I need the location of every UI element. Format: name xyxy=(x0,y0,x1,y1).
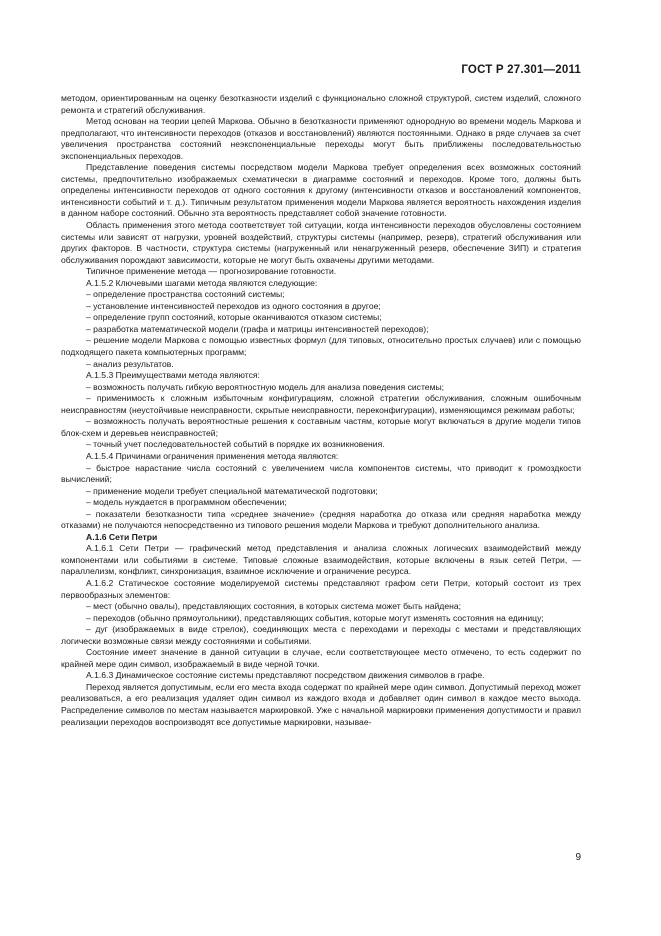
list-item: – переходов (обычно прямоугольники), представляющих события, которые могут изменять состояния на единицу; xyxy=(86,612,544,623)
list-item: – анализ результатов. xyxy=(86,358,174,369)
list-item: – разработка математической модели (графа и матрицы интенсивностей переходов); xyxy=(86,323,429,334)
section-heading: А.1.6 Сети Петри xyxy=(86,531,158,542)
list-item: – показатели безотказности типа «среднее значение» (средняя наработка до отказа или средняя наработка между отказами) не получаются непосредственно из типового решения модели Маркова и требуют дополнительного анализа. xyxy=(61,508,581,531)
document-header: ГОСТ Р 27.301—2011 xyxy=(461,64,581,76)
paragraph: Область применения этого метода соответствует той ситуации, когда интенсивности переходов обусловлены состоянием системы или зависят от нагрузки, уровней воздействий, структуры системы (например, резерв), стратегий обслуживания или других факторов. В частности, структура системы (нагруженный или ненагруженный резерв, обеспечение ЗИП) и стратегия обслуживания порождают зависимости, которые не могут быть охвачены другими методами. xyxy=(61,220,581,265)
clause-a154: А.1.5.4 Причинами ограничения применения метода являются: xyxy=(86,450,339,461)
list-item: – решение модели Маркова с помощью известных формул (для типовых, относительно простых случаев) или с помощью подходящего пакета компьютерных программ; xyxy=(61,335,581,358)
list-item: – быстрое нарастание числа состояний с увеличением числа компонентов системы, что приводит к громоздкости вычислений; xyxy=(61,462,581,485)
clause-a163: А.1.6.3 Динамическое состояние системы представляют посредством движения символов в графе. xyxy=(86,670,485,681)
paragraph: Представление поведения системы посредством модели Маркова требует определения всех возможных состояний системы, предпочтительно изображаемых схематически в диаграмме состояний и переходов. Кроме того, должны быть определены интенсивности переходов от одного состояния к другому (интенсивности отказов и восстановлений компонентов, интенсивности событий и т. д.). Типичным результатом применения модели Маркова является вероятность нахождения изделия в данном наборе состояний. Обычно эта вероятность представляет собой значение готовности. xyxy=(61,162,581,219)
list-item: – применимость к сложным избыточным конфигурациям, сложной стратегии обслуживания, сложным ошибочным неисправностям (неустойчивые неисправности, скрытые неисправности, переконфигурации), изменяющимся режимам работы; xyxy=(61,393,581,415)
paragraph: методом, ориентированным на оценку безотказности изделий с функционально сложной структурой, систем изделий, сложного ремонта и стратегий обслуживания. xyxy=(61,93,581,115)
list-item: – возможность получать вероятностные решения к составным частям, которые могут включаться в другие модели типов блок-схем и деревьев неисправностей; xyxy=(61,416,581,438)
page-number: 9 xyxy=(575,852,581,863)
list-item: – точный учет последовательностей событий в порядке их возникновения. xyxy=(86,439,385,450)
paragraph: Метод основан на теории цепей Маркова. Обычно в безотказности применяют однородную во времени модель Маркова и предполагают, что интенсивности переходов (отказов и восстановлений) являются постоянными. Однако в ряде случаев за счет увеличения пространства состояний неэкспоненциальные переходы могут быть приближены последовательностью экспоненциальных переходов. xyxy=(61,116,581,161)
paragraph: Переход является допустимым, если его места входа содержат по крайней мере один символ. Допустимый переход может реализоваться, а его реализация удаляет один символ из каждого входа и добавляет один символ в каждое место выхода. Распределение символов по местам называется маркировкой. Уже с начальной маркировки применения допустимости и правил реализации переходов воспроизводят все допустимые маркировки, называе- xyxy=(61,681,581,727)
clause-a153: А.1.5.3 Преимуществами метода являются: xyxy=(86,370,260,381)
list-item: – возможность получать гибкую вероятностную модель для анализа поведения системы; xyxy=(86,381,445,392)
clause-a152: А.1.5.2 Ключевыми шагами метода являются следующие: xyxy=(86,277,318,288)
list-item: – определение пространства состояний системы; xyxy=(86,289,285,300)
paragraph: Состояние имеет значение в данной ситуации в случае, если соответствующее место отмечено, то есть содержит по крайней мере один символ, изображаемый в виде черной точки. xyxy=(61,647,581,669)
page-body xyxy=(61,93,581,728)
list-item: – применение модели требует специальной математической подготовки; xyxy=(86,485,378,496)
paragraph: Типичное применение метода — прогнозирование готовности. xyxy=(86,266,337,277)
list-item: – дуг (изображаемых в виде стрелок), соединяющих места с переходами и переходы с местами и представляющих логически возможные связи между состояниями и событиями. xyxy=(61,624,581,646)
list-item: – установление интенсивностей переходов из одного состояния в другое; xyxy=(86,300,381,311)
clause-a162: А.1.6.2 Статическое состояние моделируемой системы представляют графом сети Петри, который состоит из трех первообразных элементов: xyxy=(61,577,581,600)
list-item: – мест (обычно овалы), представляющих состояния, в которых система может быть найдена; xyxy=(86,601,462,612)
list-item: – модель нуждается в программном обеспечении; xyxy=(86,497,287,508)
list-item: – определение групп состояний, которые оканчиваются отказом системы; xyxy=(86,312,382,323)
clause-a161: А.1.6.1 Сети Петри — графический метод представления и анализа сложных логических взаимодействий между компонентами или событиями в системе. Типовые сложные взаимодействия, которые включены в язык сетей Петри, — параллелизм, конфликт, синхронизация, взаимное исключение и ограничение ресурса. xyxy=(61,543,581,577)
